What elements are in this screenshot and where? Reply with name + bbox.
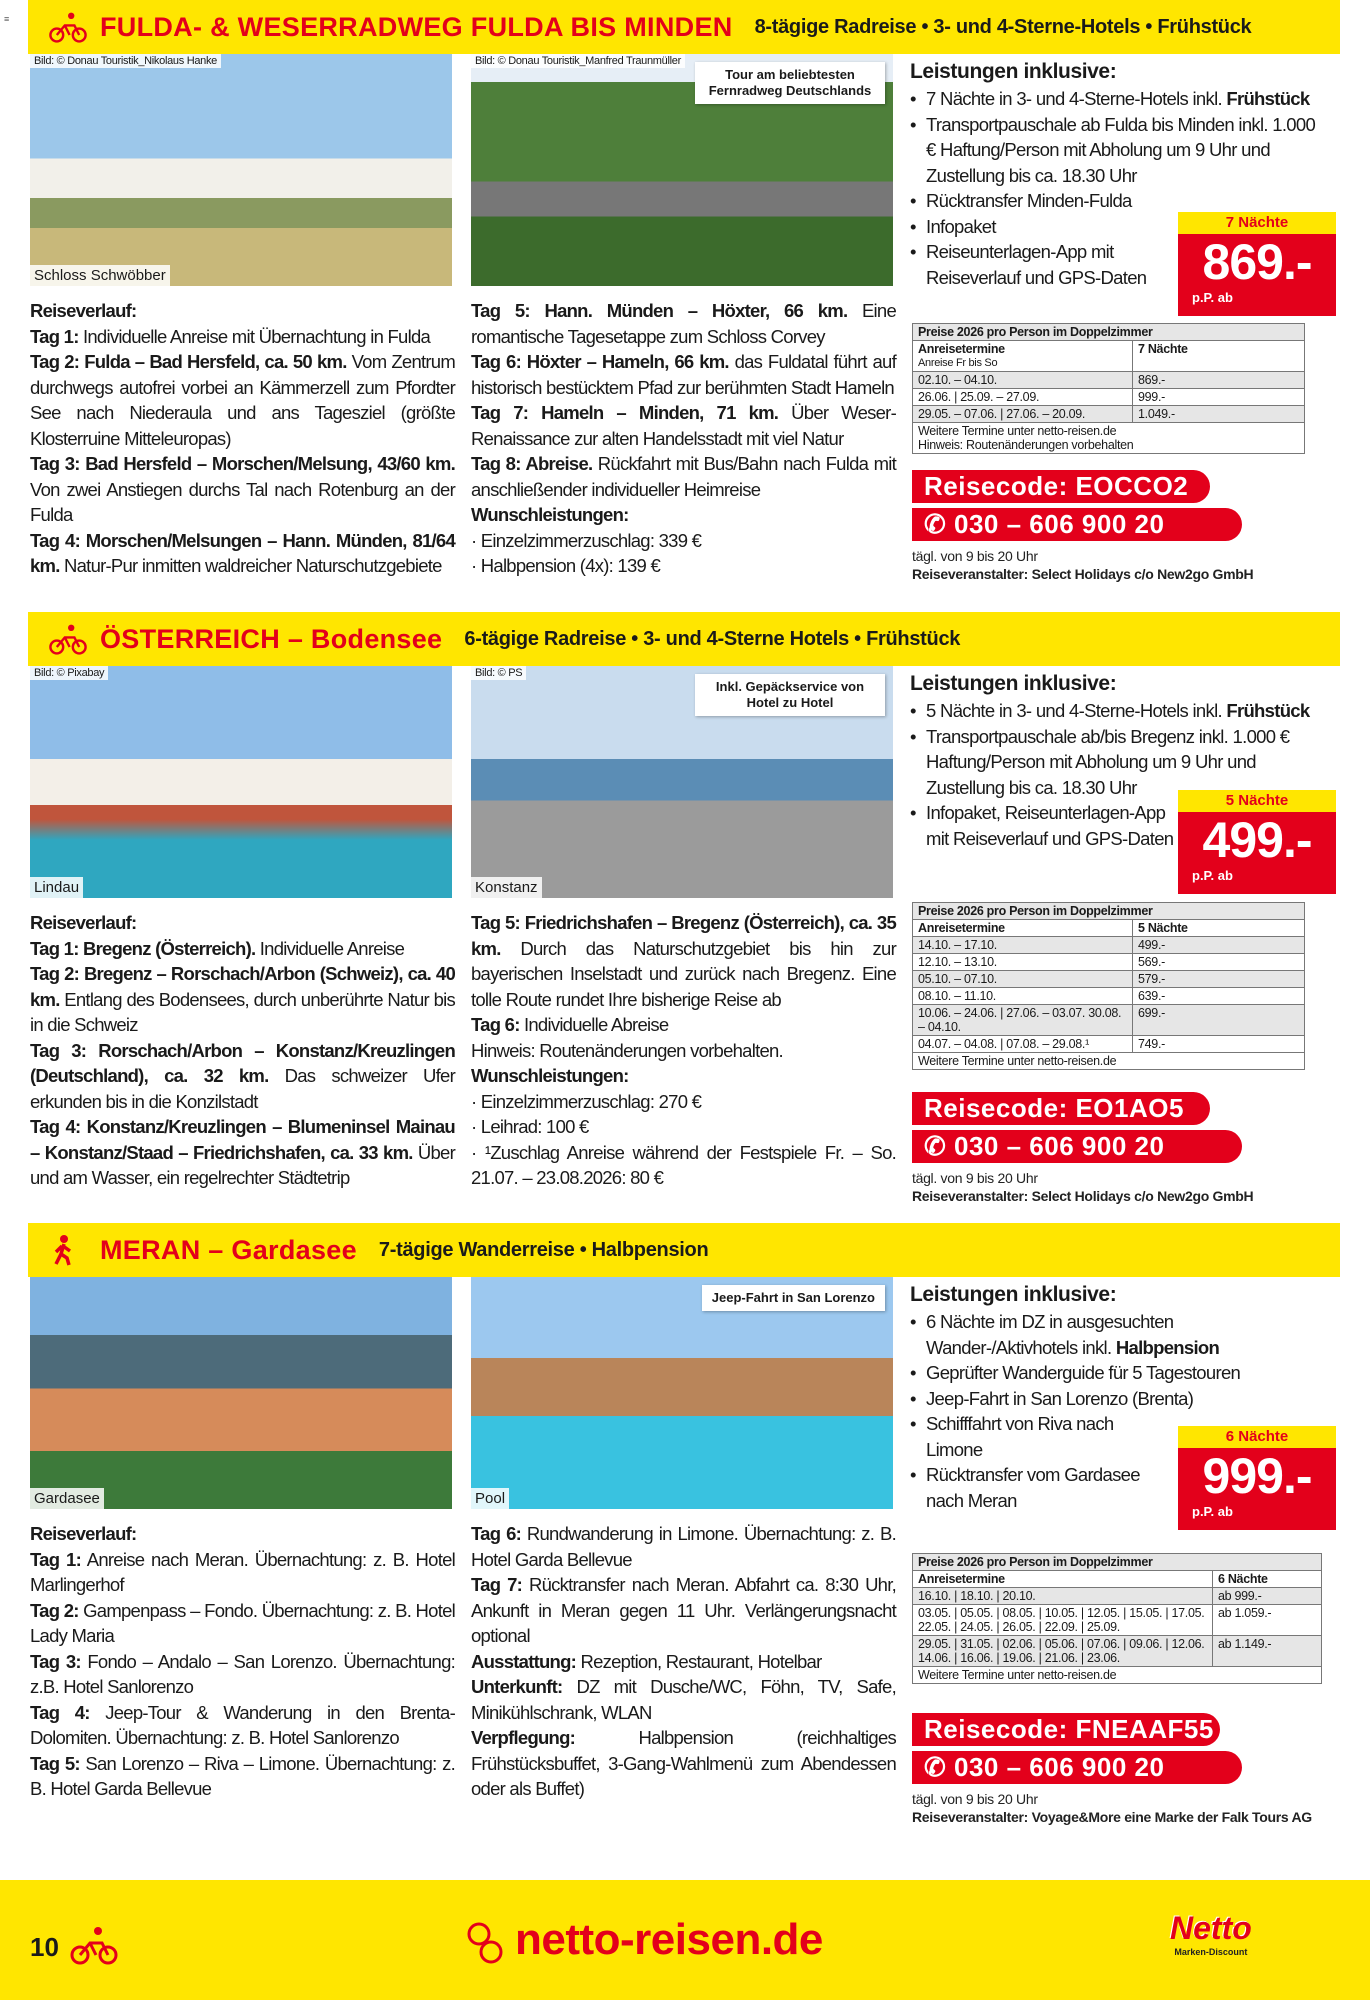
text: Rückfahrt mit Bus/Bahn nach Fulda mit anschließender individueller Heimreise: [471, 453, 896, 500]
text: Hinweis: Routenänderungen vorbehalten.: [471, 1039, 783, 1061]
table-subheader: Anreise Fr bis So: [918, 357, 998, 369]
service-item: [910, 698, 1320, 724]
itinerary-left: [30, 910, 455, 1191]
table-header-nights: 5 Nächte: [1133, 920, 1305, 937]
text: 7 Nächte in 3- und 4-Sterne-Hotels inkl.: [926, 88, 1227, 109]
price-table-row: [913, 1554, 1322, 1571]
photo-credit: Bild: © Donau Touristik_Manfred Traunmüller: [471, 54, 685, 68]
price-table-row: [913, 1636, 1322, 1667]
itinerary-paragraph: [471, 1114, 896, 1140]
service-item: [910, 1360, 1320, 1386]
table-dates: 14.10. – 17.10.: [913, 937, 1133, 954]
text: · Einzelzimmerzuschlag: 270 €: [471, 1090, 702, 1112]
text: Gampenpass – Fondo. Übernachtung: z. B. Hotel Lady Maria: [30, 1599, 455, 1646]
price-table-row: [913, 937, 1305, 954]
services-heading: Leistungen inklusive:: [910, 60, 1117, 83]
itinerary-paragraph: [471, 1572, 896, 1649]
text: Jeep-Tour & Wanderung in den Brenta-Dolomiten. Übernachtung: z. B. Hotel Sanlorenzo: [30, 1701, 456, 1748]
photo-right: [471, 666, 893, 898]
phone-icon: ✆: [924, 509, 955, 539]
bold-text: Tag 7:: [471, 1574, 523, 1595]
phone-text: 030 – 606 900 20: [954, 1131, 1165, 1161]
bold-text: Tag 5: Hann. Münden – Höxter, 66 km.: [471, 300, 848, 321]
photo-badge: Tour am beliebtesten Fernradweg Deutschlands: [695, 62, 885, 104]
bold-text: Tag 6:: [471, 1014, 520, 1035]
text: Entlang des Bodensees, durch unberührte Natur bis in die Schweiz: [30, 988, 455, 1035]
photo-badge: Jeep-Fahrt in San Lorenzo: [702, 1285, 885, 1311]
itinerary-paragraph: [471, 1063, 896, 1089]
bold-text: Tag 4:: [30, 1701, 90, 1723]
menu-icon[interactable]: ≡: [4, 14, 10, 24]
table-title: Preise 2026 pro Person im Doppelzimmer: [913, 903, 1305, 920]
text: Schifffahrt von Riva nach Limone: [926, 1413, 1114, 1460]
itinerary-middle: [471, 298, 896, 579]
bold-text: Tag 2:: [30, 1599, 79, 1621]
table-notes: [913, 423, 1305, 454]
text: Rezeption, Restaurant, Hotelbar: [576, 1650, 822, 1672]
table-dates: 29.05. – 07.06. | 27.06. – 20.09.: [913, 406, 1133, 423]
bold-text: Tag 4: Morschen/Melsungen – Hann. Münden, 81/64 km.: [30, 529, 455, 576]
price-table-row: [913, 324, 1305, 341]
itinerary-paragraph: [30, 1521, 455, 1547]
itinerary-paragraph: [471, 1038, 896, 1064]
price-badge: [1178, 1426, 1336, 1530]
text: Das schweizer Ufer erkunden bis in die Konzilstadt: [30, 1065, 455, 1112]
itinerary-paragraph: [471, 1521, 896, 1572]
itinerary-left: [30, 298, 455, 579]
text: Individuelle Anreise: [255, 937, 405, 959]
table-price: ab 1.059.-: [1213, 1605, 1322, 1636]
price-table-row: [913, 1571, 1322, 1588]
service-hours: tägl. von 9 bis 20 Uhr: [912, 1170, 1038, 1186]
itinerary-paragraph: [30, 1598, 455, 1649]
text: Individuelle Anreise mit Übernachtung in Fulda: [78, 325, 431, 347]
price-amount: 869.-: [1202, 234, 1312, 290]
text: 6 Nächte im DZ in ausgesuchten Wander-/Aktivhotels inkl.: [926, 1311, 1174, 1358]
section-subtitle: 6-tägige Radreise • 3- und 4-Sterne Hotels • Frühstück: [464, 627, 961, 650]
itinerary-paragraph: [471, 528, 896, 554]
phone-number[interactable]: [912, 508, 1242, 541]
travel-offer-section: [0, 612, 1370, 1212]
photo-caption: Lindau: [30, 877, 83, 898]
price-table-row: [913, 1005, 1305, 1036]
bold-text: Tag 2: Fulda – Bad Hersfeld, ca. 50 km.: [30, 351, 347, 372]
section-subtitle: 7-tägige Wanderreise • Halbpension: [378, 1238, 709, 1261]
table-price: ab 1.149.-: [1213, 1636, 1322, 1667]
bold-text: Tag 7: Hameln – Minden, 71 km.: [471, 402, 779, 423]
itinerary-paragraph: [471, 1674, 896, 1725]
bold-text: Halbpension: [1115, 1336, 1220, 1358]
itinerary-paragraph: [30, 936, 455, 962]
price-amount: 499.-: [1202, 812, 1312, 868]
text: Rundwanderung in Limone. Übernachtung: z. B. Hotel Garda Bellevue: [471, 1523, 896, 1570]
table-title: Preise 2026 pro Person im Doppelzimmer: [913, 324, 1305, 341]
itinerary-paragraph: [30, 324, 455, 350]
price-table-row: [913, 1588, 1322, 1605]
table-price: 579.-: [1133, 971, 1305, 988]
pin-icon: [465, 1920, 505, 1968]
itinerary-paragraph: [30, 910, 455, 936]
section-header: [28, 1223, 1340, 1277]
text: Individuelle Abreise: [519, 1014, 669, 1035]
text: DZ mit Dusche/WC, Föhn, TV, Safe, Minikühlschrank, WLAN: [471, 1676, 896, 1723]
table-price: 699.-: [1133, 1005, 1305, 1036]
table-price: 999.-: [1133, 389, 1305, 406]
phone-number[interactable]: [912, 1130, 1242, 1163]
table-dates: 05.10. – 07.10.: [913, 971, 1133, 988]
text: Über und am Wasser, ein regelrechter Städtetrip: [30, 1141, 455, 1188]
photo-right: [471, 1277, 893, 1509]
bold-text: Tag 6: Höxter – Hameln, 66 km.: [471, 351, 729, 372]
service-item: [910, 188, 1320, 214]
price-table-row: [913, 341, 1305, 372]
photo-caption: Gardasee: [30, 1488, 104, 1509]
itinerary-paragraph: [30, 1751, 455, 1802]
table-header-dates: [913, 1571, 1213, 1588]
price-badge: [1178, 790, 1336, 894]
table-note: Weitere Termine unter netto-reisen.de: [918, 1054, 1117, 1068]
photo-left: [30, 1277, 452, 1509]
itinerary-left: [30, 1521, 455, 1802]
bold-text: Tag 3:: [30, 1650, 81, 1672]
itinerary-paragraph: [30, 1547, 455, 1598]
tour-operator: Reiseveranstalter: Select Holidays c/o New2go GmbH: [912, 1188, 1254, 1204]
itinerary-paragraph: [30, 451, 455, 528]
bold-text: Tag 4: Konstanz/Kreuzlingen – Blumeninsel Mainau – Konstanz/Staad – Friedrichshafen, ca. 33 km.: [30, 1116, 455, 1163]
price-table: [912, 323, 1305, 454]
table-header-nights: 7 Nächte: [1133, 341, 1305, 372]
section-title: MERAN – Gardasee: [100, 1234, 357, 1265]
price-nights: 6 Nächte: [1178, 1426, 1336, 1448]
table-header-dates: [913, 920, 1133, 937]
hiker-icon: [48, 1234, 88, 1266]
itinerary-paragraph: [30, 961, 455, 1038]
text: das Fuldatal führt auf historisch bestücktem Pfad zur berühmten Stadt Hameln: [471, 351, 896, 398]
text: Transportpauschale ab Fulda bis Minden inkl. 1.000 € Haftung/Person mit Abholung um 9 Uhr und Zustellung bis ca. 18.30 Uhr: [926, 113, 1316, 186]
service-item: [910, 1386, 1320, 1412]
text: Durch das Naturschutzgebiet bis hin zur bayerischen Inselstadt und zurück nach Bregenz. Eine tolle Route rundet Ihre bisherige Reise ab: [471, 937, 896, 1010]
travel-offer-section: [0, 0, 1370, 600]
text: Halbpension (reichhaltiges Frühstücksbuffet, 3-Gang-Wahlmenü zum Abendessen oder als Buffet): [471, 1727, 896, 1799]
bold-text: Tag 6:: [471, 1523, 522, 1544]
text: · Leihrad: 100 €: [471, 1116, 589, 1137]
table-price: 749.-: [1133, 1036, 1305, 1053]
itinerary-paragraph: [471, 1140, 896, 1191]
table-note: Hinweis: Routenänderungen vorbehalten: [918, 438, 1134, 452]
text: · ¹Zuschlag Anreise während der Festspiele Fr. – So. 21.07. – 23.08.2026: 80 €: [471, 1141, 896, 1188]
netto-logo: [1170, 1910, 1252, 1957]
section-title: ÖSTERREICH – Bodensee: [100, 623, 443, 654]
bold-text: Tag 1:: [30, 325, 79, 347]
logo-text: Netto: [1170, 1910, 1252, 1946]
booking-code: Reisecode: EO1AO5: [912, 1092, 1210, 1125]
service-item: [910, 112, 1320, 189]
itinerary-paragraph: [471, 1725, 896, 1802]
bold-text: Reiseverlauf:: [30, 1523, 137, 1544]
table-price: 869.-: [1133, 372, 1305, 389]
phone-text: 030 – 606 900 20: [954, 509, 1165, 539]
itinerary-paragraph: [471, 298, 896, 349]
itinerary-paragraph: [30, 1649, 455, 1700]
itinerary-paragraph: [471, 451, 896, 502]
photo-credit: Bild: © Donau Touristik_Nikolaus Hanke: [30, 54, 221, 68]
price-note: p.P. ab: [1192, 1504, 1233, 1519]
page-number: 10: [30, 1932, 59, 1962]
table-dates: 29.05. | 31.05. | 02.06. | 05.06. | 07.06. | 09.06. | 12.06. 14.06. | 16.06. | 19.06. | 21.06. | 23.06.: [913, 1636, 1213, 1667]
price-table-row: [913, 389, 1305, 406]
bold-text: Verpflegung:: [471, 1727, 576, 1748]
text: Geprüfter Wanderguide für 5 Tagestouren: [926, 1362, 1241, 1383]
bold-text: Tag 1:: [30, 1548, 81, 1570]
price-table: [912, 1553, 1322, 1684]
table-dates: 08.10. – 11.10.: [913, 988, 1133, 1005]
service-hours: tägl. von 9 bis 20 Uhr: [912, 548, 1038, 564]
phone-text: 030 – 606 900 20: [954, 1752, 1165, 1782]
itinerary-middle: [471, 1521, 896, 1802]
bold-text: Tag 5: Friedrichshafen – Bregenz (Österreich), ca. 35 km.: [471, 912, 896, 959]
price-table-row: [913, 954, 1305, 971]
photo-credit: Bild: © PS: [471, 666, 526, 680]
text: Infopaket: [926, 215, 996, 237]
table-dates: 02.10. – 04.10.: [913, 372, 1133, 389]
bold-text: Frühstück: [1226, 88, 1310, 109]
text: Eine romantische Tagesetappe zum Schloss Corvey: [471, 300, 896, 347]
website-link[interactable]: netto-reisen.de: [515, 1915, 823, 1964]
table-title: Preise 2026 pro Person im Doppelzimmer: [913, 1554, 1322, 1571]
price-table-row: [913, 1605, 1322, 1636]
text: Reiseunterlagen-App mit Reiseverlauf und GPS-Daten: [926, 241, 1147, 288]
booking-code: Reisecode: FNEAAF55: [912, 1713, 1220, 1746]
text: Jeep-Fahrt in San Lorenzo (Brenta): [926, 1387, 1194, 1409]
service-item: [910, 724, 1320, 801]
price-table-row: [913, 988, 1305, 1005]
section-header: [28, 612, 1340, 666]
table-dates: 26.06. | 25.09. – 27.09.: [913, 389, 1133, 406]
photo-caption: Schloss Schwöbber: [30, 265, 170, 286]
text: Fondo – Andalo – San Lorenzo. Übernachtung: z.B. Hotel Sanlorenzo: [30, 1650, 455, 1697]
table-price: 569.-: [1133, 954, 1305, 971]
bold-text: Tag 5:: [30, 1752, 80, 1774]
itinerary-paragraph: [471, 1089, 896, 1115]
photo-credit: Bild: © Pixabay: [30, 666, 108, 680]
tour-operator: Reiseveranstalter: Voyage&More eine Marke der Falk Tours AG: [912, 1809, 1312, 1825]
text: Von zwei Anstiegen durchs Tal nach Rotenburg an der Fulda: [30, 478, 455, 525]
bold-text: Tag 1: Bregenz (Österreich).: [30, 937, 256, 959]
table-dates: 03.05. | 05.05. | 08.05. | 10.05. | 12.05. | 15.05. | 17.05. 22.05. | 24.05. | 26.05. | 22.09. | 25.09.: [913, 1605, 1213, 1636]
phone-number[interactable]: [912, 1751, 1242, 1784]
price-table-row: [913, 971, 1305, 988]
price-note: p.P. ab: [1192, 868, 1233, 883]
bold-text: Tag 2: Bregenz – Rorschach/Arbon (Schweiz), ca. 40 km.: [30, 963, 455, 1010]
table-header-nights: 6 Nächte: [1213, 1571, 1322, 1588]
tour-operator: Reiseveranstalter: Select Holidays c/o New2go GmbH: [912, 566, 1254, 582]
text: San Lorenzo – Riva – Limone. Übernachtung: z. B. Hotel Garda Bellevue: [30, 1752, 455, 1799]
bold-text: Tag 3: Rorschach/Arbon – Konstanz/Kreuzlingen (Deutschland), ca. 32 km.: [30, 1039, 455, 1086]
price-nights: 5 Nächte: [1178, 790, 1336, 812]
table-price: ab 999.-: [1213, 1588, 1322, 1605]
itinerary-paragraph: [30, 349, 455, 451]
itinerary-paragraph: [471, 1012, 896, 1038]
service-hours: tägl. von 9 bis 20 Uhr: [912, 1791, 1038, 1807]
bold-text: Reiseverlauf:: [30, 912, 137, 933]
table-price: 1.049.-: [1133, 406, 1305, 423]
price-table-row: [913, 1667, 1322, 1684]
bold-text: Unterkunft:: [471, 1676, 563, 1697]
table-col-header: Anreisetermine: [918, 1572, 1005, 1586]
phone-icon: ✆: [924, 1131, 955, 1161]
itinerary-paragraph: [30, 1700, 455, 1751]
price-note: p.P. ab: [1192, 290, 1233, 305]
services-heading: Leistungen inklusive:: [910, 1283, 1117, 1306]
logo-subtext: Marken-Discount: [1174, 1947, 1248, 1957]
price-table-row: [913, 920, 1305, 937]
text: Rücktransfer vom Gardasee nach Meran: [926, 1464, 1140, 1511]
photo-caption: Pool: [471, 1488, 509, 1509]
itinerary-paragraph: [30, 298, 455, 324]
bold-text: Ausstattung:: [471, 1650, 577, 1672]
bold-text: Wunschleistungen:: [471, 1065, 629, 1086]
price-amount: 999.-: [1202, 1448, 1312, 1504]
itinerary-middle: [471, 910, 896, 1191]
bold-text: Tag 8: Abreise.: [471, 453, 593, 474]
table-col-header: Anreisetermine: [918, 921, 1005, 935]
table-notes: [913, 1667, 1322, 1684]
price-table-row: [913, 1053, 1305, 1070]
travel-offer-section: [0, 1223, 1370, 1823]
table-header-dates: [913, 341, 1133, 372]
itinerary-paragraph: [471, 400, 896, 451]
bold-text: Frühstück: [1226, 700, 1310, 721]
text: Vom Zentrum durchwegs autofrei vorbei an Kämmerzell zum Pfordter See nach Niederaula und ans Tagesziel (größte Klosterruine Mitteleuropas): [30, 351, 455, 449]
table-dates: 16.10. | 18.10. | 20.10.: [913, 1588, 1213, 1605]
table-col-header: Anreisetermine: [918, 342, 1005, 356]
itinerary-paragraph: [30, 1114, 455, 1191]
itinerary-paragraph: [471, 910, 896, 1012]
photo-right: [471, 54, 893, 286]
table-dates: 04.07. – 04.08. | 07.08. – 29.08.¹: [913, 1036, 1133, 1053]
text: Anreise nach Meran. Übernachtung: z. B. Hotel Marlingerhof: [30, 1548, 455, 1595]
bicycle-icon: [70, 1925, 118, 1965]
photo-badge: Inkl. Gepäckservice von Hotel zu Hotel: [695, 674, 885, 716]
text: 5 Nächte in 3- und 4-Sterne-Hotels inkl.: [926, 700, 1227, 721]
bicycle-icon: [48, 11, 88, 43]
price-table-row: [913, 423, 1305, 454]
text: · Halbpension (4x): 139 €: [471, 555, 660, 576]
photo-left: [30, 666, 452, 898]
price-table-row: [913, 406, 1305, 423]
table-dates: 10.06. – 24.06. | 27.06. – 03.07. 30.08. – 04.10.: [913, 1005, 1133, 1036]
bicycle-icon: [48, 623, 88, 655]
section-header: [28, 0, 1340, 54]
itinerary-paragraph: [471, 349, 896, 400]
table-note: Weitere Termine unter netto-reisen.de: [918, 1668, 1117, 1682]
section-title: FULDA- & WESERRADWEG FULDA BIS MINDEN: [100, 11, 733, 42]
text: Rücktransfer Minden-Fulda: [926, 190, 1132, 211]
booking-code: Reisecode: EOCCO2: [912, 470, 1210, 503]
table-price: 499.-: [1133, 937, 1305, 954]
text: Rücktransfer nach Meran. Abfahrt ca. 8:30 Uhr, Ankunft in Meran gegen 11 Uhr. Verlängerungsnacht optional: [471, 1574, 896, 1646]
section-subtitle: 8-tägige Radreise • 3- und 4-Sterne-Hotels • Frühstück: [754, 15, 1252, 38]
bold-text: Tag 3: Bad Hersfeld – Morschen/Melsung, 43/60 km.: [30, 453, 455, 474]
price-table-row: [913, 903, 1305, 920]
price-nights: 7 Nächte: [1178, 212, 1336, 234]
footer: [0, 1880, 1370, 2000]
table-notes: [913, 1053, 1305, 1070]
itinerary-paragraph: [30, 528, 455, 579]
text: Infopaket, Reiseunterlagen-App mit Reiseverlauf und GPS-Daten: [926, 802, 1174, 849]
photo-caption: Konstanz: [471, 877, 542, 898]
text: Natur-Pur inmitten waldreicher Naturschutzgebiete: [59, 555, 442, 576]
itinerary-paragraph: [30, 1038, 455, 1115]
price-table: [912, 902, 1305, 1070]
text: · Einzelzimmerzuschlag: 339 €: [471, 529, 702, 551]
bold-text: Wunschleistungen:: [471, 504, 629, 525]
itinerary-paragraph: [471, 502, 896, 528]
text: Transportpauschale ab/bis Bregenz inkl. 1.000 € Haftung/Person mit Abholung um 9 Uhr und Zustellung bis ca. 18.30 Uhr: [926, 725, 1290, 798]
price-badge: [1178, 212, 1336, 316]
text: Über Weser-Renaissance zur alten Handelsstadt mit viel Natur: [471, 402, 897, 449]
service-item: [910, 1309, 1320, 1360]
price-table-row: [913, 372, 1305, 389]
itinerary-paragraph: [471, 553, 896, 579]
bold-text: Reiseverlauf:: [30, 300, 137, 321]
phone-icon: ✆: [924, 1752, 955, 1782]
table-price: 639.-: [1133, 988, 1305, 1005]
itinerary-paragraph: [471, 1649, 896, 1675]
table-note: Weitere Termine unter netto-reisen.de: [918, 424, 1117, 438]
service-item: [910, 86, 1320, 112]
price-table-row: [913, 1036, 1305, 1053]
photo-left: [30, 54, 452, 286]
table-dates: 12.10. – 13.10.: [913, 954, 1133, 971]
services-heading: Leistungen inklusive:: [910, 672, 1117, 695]
